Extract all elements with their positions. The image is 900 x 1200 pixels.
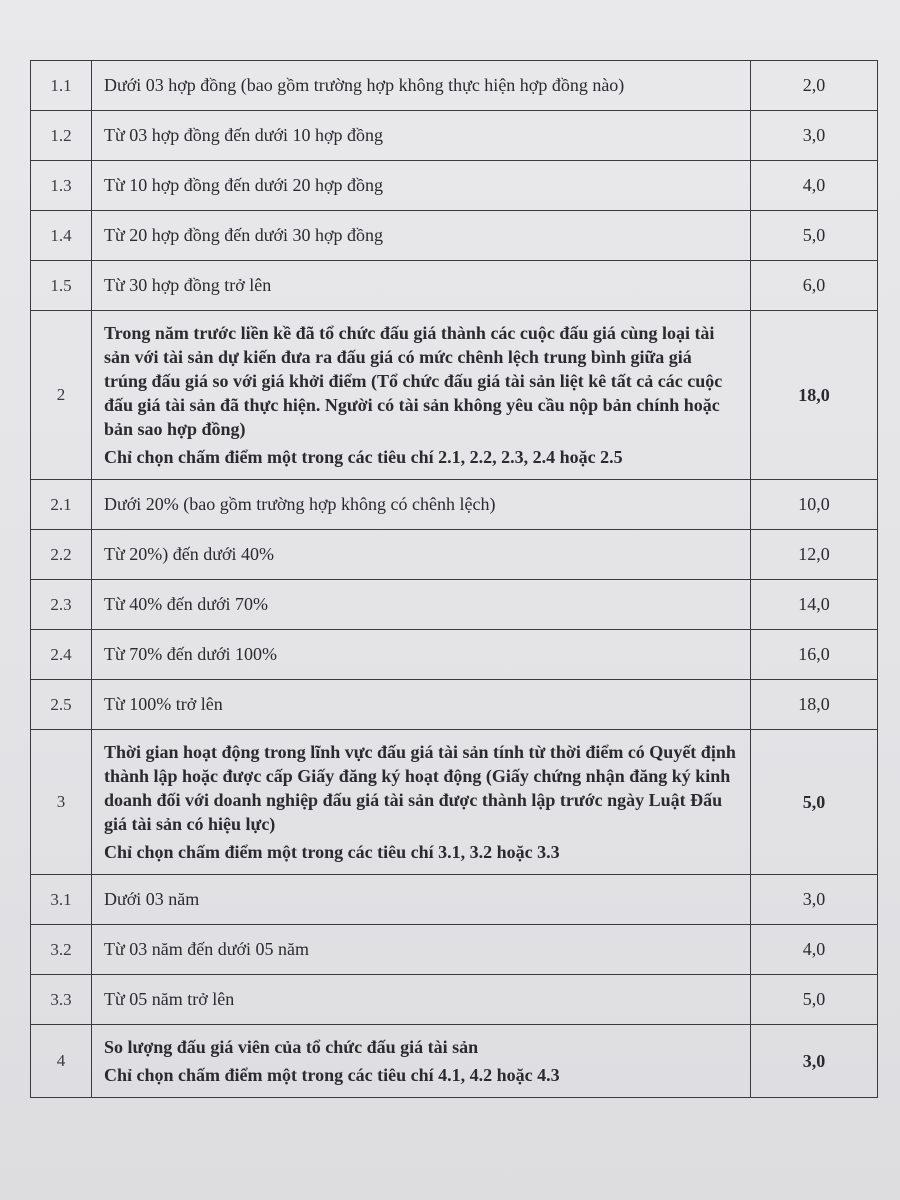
- criterion-description: Từ 30 hợp đồng trở lên: [92, 261, 751, 311]
- criterion-score: 18,0: [751, 311, 878, 480]
- criterion-score: 4,0: [751, 161, 878, 211]
- criterion-description-cell: [92, 730, 751, 875]
- criterion-description: Từ 03 năm đến dưới 05 năm: [92, 925, 751, 975]
- criterion-number: 2.4: [31, 630, 92, 680]
- criterion-description: Trong năm trước liền kề đã tổ chức đấu giá thành các cuộc đấu giá cùng loại tài sản với tài sản dự kiến đưa ra đấu giá có mức chênh lệch trung bình giữa giá trúng đấu giá so với giá khởi điểm (Tổ chức đấu giá tài sản liệt kê tất cả các cuộc đấu giá tài sản đã thực hiện. Người có tài sản không yêu cầu nộp bản chính hoặc bản sao hợp đồng): [104, 323, 723, 439]
- criterion-score: 3,0: [751, 1025, 878, 1098]
- criterion-description: Từ 100% trở lên: [92, 680, 751, 730]
- criterion-description: Từ 10 hợp đồng đến dưới 20 hợp đồng: [92, 161, 751, 211]
- table-row: [31, 161, 878, 211]
- criterion-number: 3.2: [31, 925, 92, 975]
- criterion-number: 1.2: [31, 111, 92, 161]
- criteria-table: [30, 60, 878, 1098]
- table-row-main-criterion: [31, 730, 878, 875]
- criterion-description: Từ 03 hợp đồng đến dưới 10 hợp đồng: [92, 111, 751, 161]
- table-row: [31, 211, 878, 261]
- criterion-number: 1.5: [31, 261, 92, 311]
- table-row: [31, 975, 878, 1025]
- table-row-main-criterion: [31, 311, 878, 480]
- criterion-description: Từ 70% đến dưới 100%: [92, 630, 751, 680]
- criterion-description: Dưới 20% (bao gồm trường hợp không có chênh lệch): [92, 480, 751, 530]
- table-row: [31, 875, 878, 925]
- criterion-score: 2,0: [751, 61, 878, 111]
- criterion-number: 2: [31, 311, 92, 480]
- table-row-main-criterion: [31, 1025, 878, 1098]
- table-row: [31, 630, 878, 680]
- criterion-score: 18,0: [751, 680, 878, 730]
- criterion-selection-note: Chỉ chọn chấm điểm một trong các tiêu chí 4.1, 4.2 hoặc 4.3: [104, 1065, 560, 1085]
- criterion-description-cell: [92, 311, 751, 480]
- criterion-selection-note: Chỉ chọn chấm điểm một trong các tiêu chí 3.1, 3.2 hoặc 3.3: [104, 842, 560, 862]
- table-row: [31, 680, 878, 730]
- criterion-score: 12,0: [751, 530, 878, 580]
- criterion-score: 4,0: [751, 925, 878, 975]
- criterion-description: So lượng đấu giá viên của tổ chức đấu giá tài sản: [104, 1037, 479, 1057]
- criterion-description: Thời gian hoạt động trong lĩnh vực đấu giá tài sản tính từ thời điểm có Quyết định thành lập hoặc được cấp Giấy đăng ký hoạt động (Giấy chứng nhận đăng ký kinh doanh đối với doanh nghiệp đấu giá tài sản được thành lập trước ngày Luật Đấu giá tài sản có hiệu lực): [104, 742, 736, 834]
- table-row: [31, 530, 878, 580]
- criterion-number: 3: [31, 730, 92, 875]
- criterion-number: 2.1: [31, 480, 92, 530]
- criterion-score: 6,0: [751, 261, 878, 311]
- table-row: [31, 261, 878, 311]
- criterion-number: 2.3: [31, 580, 92, 630]
- table-row: [31, 61, 878, 111]
- table-row: [31, 480, 878, 530]
- criterion-description-cell: [92, 1025, 751, 1098]
- criterion-number: 2.2: [31, 530, 92, 580]
- criterion-score: 3,0: [751, 111, 878, 161]
- criterion-description: Từ 20 hợp đồng đến dưới 30 hợp đồng: [92, 211, 751, 261]
- criterion-number: 4: [31, 1025, 92, 1098]
- criterion-description: Từ 05 năm trở lên: [92, 975, 751, 1025]
- criterion-number: 3.3: [31, 975, 92, 1025]
- table-row: [31, 111, 878, 161]
- criterion-score: 16,0: [751, 630, 878, 680]
- table-row: [31, 925, 878, 975]
- criterion-description: Từ 20%) đến dưới 40%: [92, 530, 751, 580]
- criterion-number: 3.1: [31, 875, 92, 925]
- criterion-score: 14,0: [751, 580, 878, 630]
- table-row: [31, 580, 878, 630]
- criterion-number: 1.3: [31, 161, 92, 211]
- criterion-selection-note: Chỉ chọn chấm điểm một trong các tiêu chí 2.1, 2.2, 2.3, 2.4 hoặc 2.5: [104, 447, 623, 467]
- criterion-description: Dưới 03 hợp đồng (bao gồm trường hợp không thực hiện hợp đồng nào): [92, 61, 751, 111]
- criterion-score: 5,0: [751, 975, 878, 1025]
- criterion-score: 5,0: [751, 211, 878, 261]
- criterion-number: 1.4: [31, 211, 92, 261]
- criterion-score: 5,0: [751, 730, 878, 875]
- criterion-description: Từ 40% đến dưới 70%: [92, 580, 751, 630]
- criterion-number: 2.5: [31, 680, 92, 730]
- criterion-number: 1.1: [31, 61, 92, 111]
- criterion-description: Dưới 03 năm: [92, 875, 751, 925]
- criterion-score: 3,0: [751, 875, 878, 925]
- criterion-score: 10,0: [751, 480, 878, 530]
